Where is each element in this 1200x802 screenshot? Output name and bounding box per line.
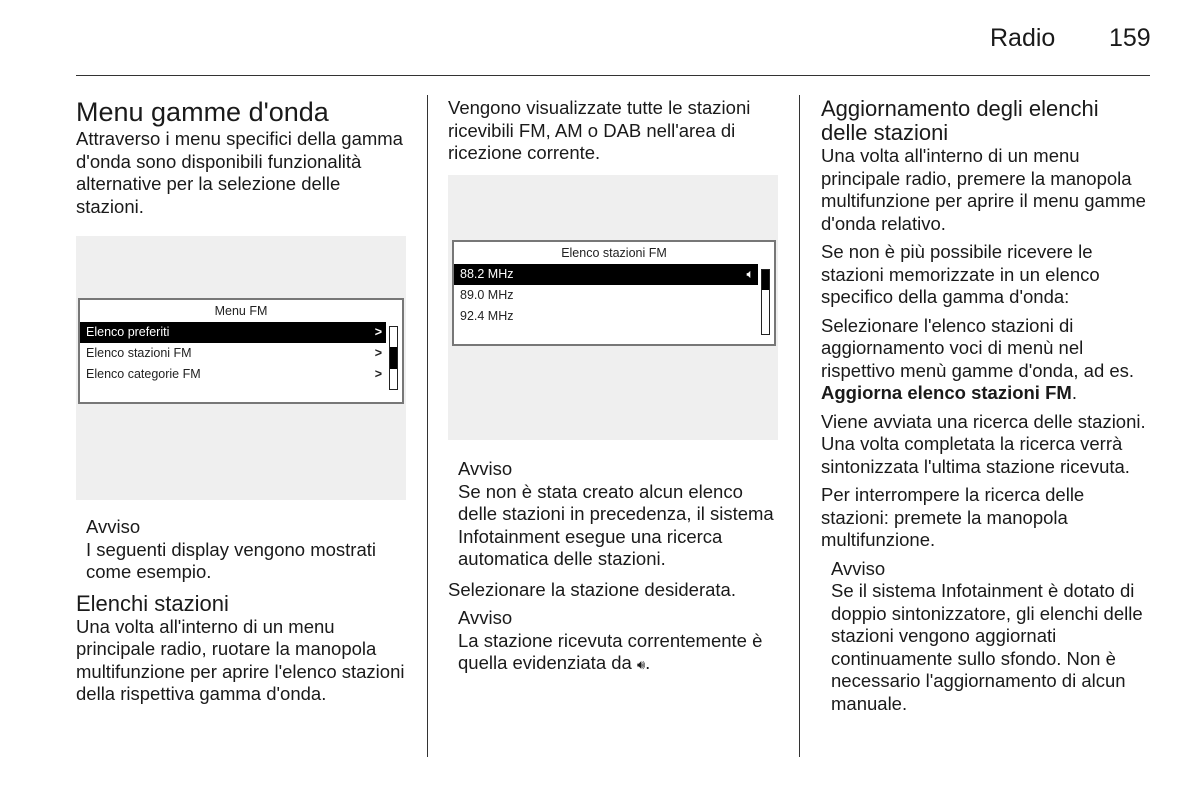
intro-text: Vengono visualizzate tutte le stazioni ricevibili FM, AM o DAB nell'area di ricezione corrente. [448,97,751,163]
screen-title: Elenco stazioni FM [561,246,667,260]
intro-text: Attraverso i menu specifici della gamma d'onda sono disponibili funzionalità alternative per la selezione delle stazioni. [76,128,403,217]
note-title: Avviso [831,557,886,579]
menu-fm-figure [76,236,406,500]
note-title: Avviso [458,607,513,628]
note-text: Se non è stata creato alcun elenco delle stazioni in precedenza, il sistema Infotainment esegue una ricerca automatica delle stazioni. [458,480,774,569]
note [86,516,406,584]
heading-elenchi-stazioni: Elenchi stazioni [76,590,229,616]
menu-item-label: Elenco preferiti [86,325,170,339]
column-2 [448,97,778,171]
column-1 [76,96,406,224]
scrollbar [389,326,398,390]
body-text: Per interrompere la ricerca delle stazioni: premete la manopola multifunzione. [821,484,1085,550]
station-list-screen [452,240,776,346]
scrollbar [761,269,770,335]
note-text: I seguenti display vengono mostrati come esempio. [86,538,377,582]
column-3 [821,97,1151,723]
chevron-right-icon: > [374,367,382,381]
note [831,558,1151,716]
menu-item [80,364,386,385]
body-text: Selezionare la stazione desiderata. [448,578,736,600]
menu-item-reference: Aggiorna elenco stazioni FM [821,382,1072,403]
heading-menu-gamme: Menu gamme d'onda [76,97,329,127]
body-text: Una volta all'interno di un menu principale radio, premere la manopola multifunzione per aprire il menu gamme d'onda relativo. [821,145,1146,234]
note [458,607,778,677]
station-list-figure [448,175,778,440]
note-title: Avviso [86,516,141,537]
body-text-part: Selezionare l'elenco stazioni di aggiornamento voci di menù nel rispettivo menù gamme d'onda, ad es. [821,314,1135,381]
station-item [454,285,758,306]
chevron-right-icon: > [374,325,382,339]
station-item [454,306,758,327]
note-title: Avviso [458,458,513,479]
heading-aggiornamento: Aggiornamento degli elenchi delle stazioni [821,96,1099,145]
station-label: 88.2 MHz [460,267,514,281]
note-text: Se il sistema Infotainment è dotato di doppio sintonizzatore, gli elenchi delle stazioni vengono aggiornati continuamente sullo sfondo. Non è necessario l'aggiornamento di alcun manuale. [831,580,1143,714]
body-text: Selezionare l'elenco stazioni di aggiornamento voci di menù nel rispettivo menù gamme d'onda, ad es. Aggiorna elenco stazioni FM. [821,314,1135,403]
body-text: Una volta all'interno di un menu principale radio, ruotare la manopola multifunzione per aprire l'elenco stazioni della rispettiva gamma d'onda. [76,615,405,704]
station-label: 89.0 MHz [460,288,514,302]
column-2-lower [448,458,778,685]
column-divider [799,95,800,757]
note [458,458,778,571]
menu-item-label: Elenco categorie FM [86,367,201,381]
chevron-right-icon: > [374,346,382,360]
body-text: Se non è più possibile ricevere le stazioni memorizzate in un elenco specifico della gamma d'onda: [821,241,1100,307]
menu-item-label: Elenco stazioni FM [86,346,192,360]
column-divider [427,95,428,757]
speaker-icon: 🔈︎ [746,267,754,281]
menu-item [80,343,386,364]
screen-title: Menu FM [214,304,268,318]
station-item [454,264,758,285]
station-label: 92.4 MHz [460,309,514,323]
body-text: Viene avviata una ricerca delle stazioni. Una volta completata la ricerca verrà sintonizzata l'ultima stazione ricevuta. [821,410,1146,477]
section-title: Radio [990,24,1056,52]
header-rule [76,75,1150,76]
menu-item [80,322,386,343]
speaker-icon: 🔊︎ [636,657,646,672]
page-number: 159 [1109,24,1151,52]
note-text-wrap: La stazione ricevuta correntemente è quella evidenziata da 🔊︎. [458,629,763,673]
column-1-lower [76,516,406,712]
note-text: La stazione ricevuta correntemente è quella evidenziata da [458,629,763,673]
menu-fm-screen [78,298,404,404]
